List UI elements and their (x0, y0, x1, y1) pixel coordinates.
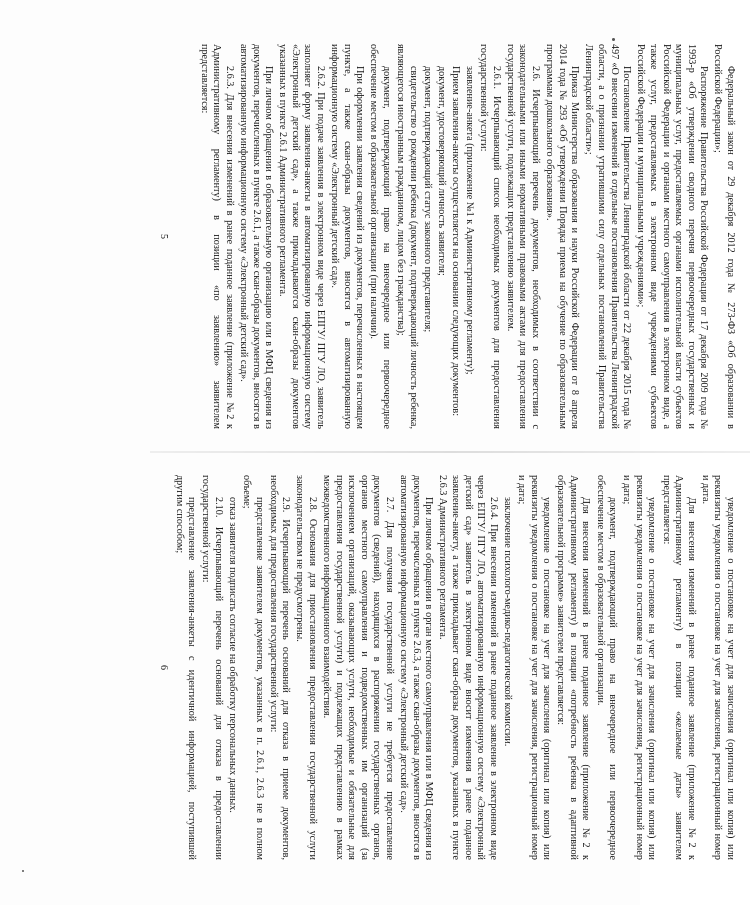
document-paragraph: 2.10. Исчерпывающий перечень оснований для отказа в предоставлении государственной услуги: (200, 475, 224, 860)
document-paragraph: Постановление Правительства Ленинградской области от 22 декабря 2015 года № 497 «О внесении изменений в отдельные постановления Правительства Ленинградской области, а о признании утратившими силу отдельных постановлений Правительства Ленинградской области»; (583, 44, 633, 429)
document-paragraph: 2.6. Исчерпывающий перечень документов, необходимых в соответствии с законодательными или иными нормативными правовыми актами для предоставления государственной услуги, подлежащих представлению заявителем. (504, 44, 542, 429)
document-paragraph: свидетельство о рождении ребенка (документ, подтверждающий личность ребенка, являющегося иностранным гражданином, лицом без гражданства); (395, 44, 419, 429)
page-number: 5 (157, 234, 169, 239)
document-paragraph: 2.9. Исчерпывающий перечень оснований для отказа в приеме документов, необходимых для предоставления государственной услуги: (267, 475, 292, 860)
scan-speck (22, 870, 24, 872)
document-paragraph: Приказ Министерства образования и науки Российской Федерации от 8 апреля 2014 года № 293 «Об утверждении Порядка приема на обучение по образовательным программам дошкольного образования». (544, 44, 581, 429)
document-paragraph: При личном обращении в орган местного самоуправления или в МФЦ сведения из документов, перечисленных в пункте 2.6.3, а также скан-образы документов, вносятся в автоматизированную информационную систему «Электронный детский сад». (398, 475, 435, 860)
document-paragraph: 2.6.2. При подаче заявления в электронном виде через ЕПГУ/ ПГУ ЛО, заявитель заполняет форму заявления-анкеты в автоматизированную информационную систему «Электронный детский сад», а также прикладываются скан-образы документов указанных в пункте 2.6.1 Административного регламента. (277, 44, 327, 429)
document-paragraph: Прием заявления-анкеты осуществляется на основании следующих документов: (450, 66, 462, 417)
rotated-page-spread (150, 22, 750, 882)
document-paragraph: Федеральный закон от 29 декабря 2012 года № 273-ФЗ «Об образовании в Российской Федерации»; (712, 44, 736, 429)
document-paragraph: отказ заявителя подписать согласие на обработку персональных данных. (226, 497, 238, 813)
page-right (150, 453, 750, 882)
document-paragraph: уведомление о постановке на учет для зачисления (оригинал или копия) или реквизиты уведомления о постановке на учет для зачисления, регистрационный номер и дата. (699, 475, 736, 860)
document-paragraph: документ, удостоверяющий личность заявителя; (435, 66, 447, 276)
page-left (150, 22, 750, 451)
document-paragraph: 2.7. Для получения государственной услуги не требуется предоставление документов (сведений), находящихся в распоряжении государственных органов, органов местного самоуправления и подведомственных им организаций (за исключением организаций, оказывающих услуги, необходимые и обязательные для предоставления государственной услуги) и подлежащих представлению в рамках межведомственного информационного взаимодействия. (321, 475, 396, 860)
document-paragraph: заключение психолого-медико-педагогической комиссии. (501, 497, 513, 747)
document-paragraph: представление заявителем документов, указанных в п. 2.6.1, 2.6.3 не в полном объеме; (241, 475, 265, 860)
document-paragraph: уведомление о постановке на учет для зачисления (оригинал или копия) или реквизиты уведомления о постановке на учет для зачисления, регистрационный номер и дата; (516, 475, 553, 860)
document-paragraph: При оформлении заявления сведений из документов, перечисленных в настоящем пункте, а также скан-образы документов, вносятся в автоматизированную информационную систему «Электронный детский сад». (329, 44, 366, 429)
document-paragraph: документ, подтверждающий право на внеочередное или первоочередное обеспечение местом в образовательной организации. (594, 475, 619, 860)
document-paragraph: Для внесения изменений в ранее поданное заявление (приложение №2 к Административному регламенту) в позиции «потребность ребенка в адаптивной образовательной программе» заявителем представляется: (555, 475, 592, 860)
document-paragraph: Для внесения изменений в ранее поданное заявление (приложение №2 к Административному регламенту) в позиции «желаемые даты» заявителем представляется: (660, 475, 697, 860)
document-paragraph: 2.6.1. Исчерпывающий список необходимых документов для предоставления государственной услуги: (478, 44, 502, 429)
document-paragraph: 2.8. Основания для приостановления предоставления государственной услуги законодательством не предусмотрены. (294, 475, 318, 860)
document-paragraph: 2.6.4. При внесении изменений в ранее поданное заявление в электронном виде через ЕПГУ/ ПГУ ЛО, автоматизированную информационную систему «Электронный детский сад» заявитель в электронном виде вносит изменения в ранее поданное заявление-анкету, а также прикладывает скан-образы документов, указанных в пункте 2.6.3 Административного регламента. (437, 475, 499, 860)
document-paragraph: При личном обращении в образовательную организацию или в МФЦ сведения из документов, перечисленных в пункте 2.6.1, а также скан-образы документов, вносятся в автоматизированную информационную систему «Электронный детский сад». (238, 44, 275, 429)
document-paragraph: документ, подтверждающий статус законного представителя; (421, 66, 433, 333)
document-paragraph: документ, подтверждающий право на внеочередное или первоочередное обеспечение местом в образовательной организации (при наличии). (368, 44, 393, 429)
document-paragraph: 2.6.3. Для внесения изменений в ранее поданное заявление (приложение №2 к Административному регламенту) в позиции «по заявлению» заявителем представляется: (198, 44, 235, 429)
document-paragraph: представление заявления-анкеты с идентичной информацией, поступившей другим способом; (173, 475, 198, 860)
document-paragraph: Распоряжение Правительства Российской Федерации от 17 декабря 2009 года № 1993-р «Об утверждении сводного перечня первоочередных государственных и муниципальных услуг, предоставляемых органами исполнительной власти субъектов Российской Федерации и органами местного самоуправления в электронном виде, а также услуг, предоставляемых в электронном виде учреждениями субъектов Российской Федерации и муниципальными учреждениями»; (635, 44, 710, 429)
page-number: 6 (157, 665, 169, 670)
scan-speck (612, 38, 615, 41)
document-paragraph: уведомление о постановке на учет для зачисления (оригинал или копия) или реквизиты уведомления о постановке на учет для зачисления, регистрационный номер и дата; (621, 475, 658, 860)
document-paragraph: заявление-анкета (приложение №1 к Административному регламенту); (464, 66, 476, 375)
